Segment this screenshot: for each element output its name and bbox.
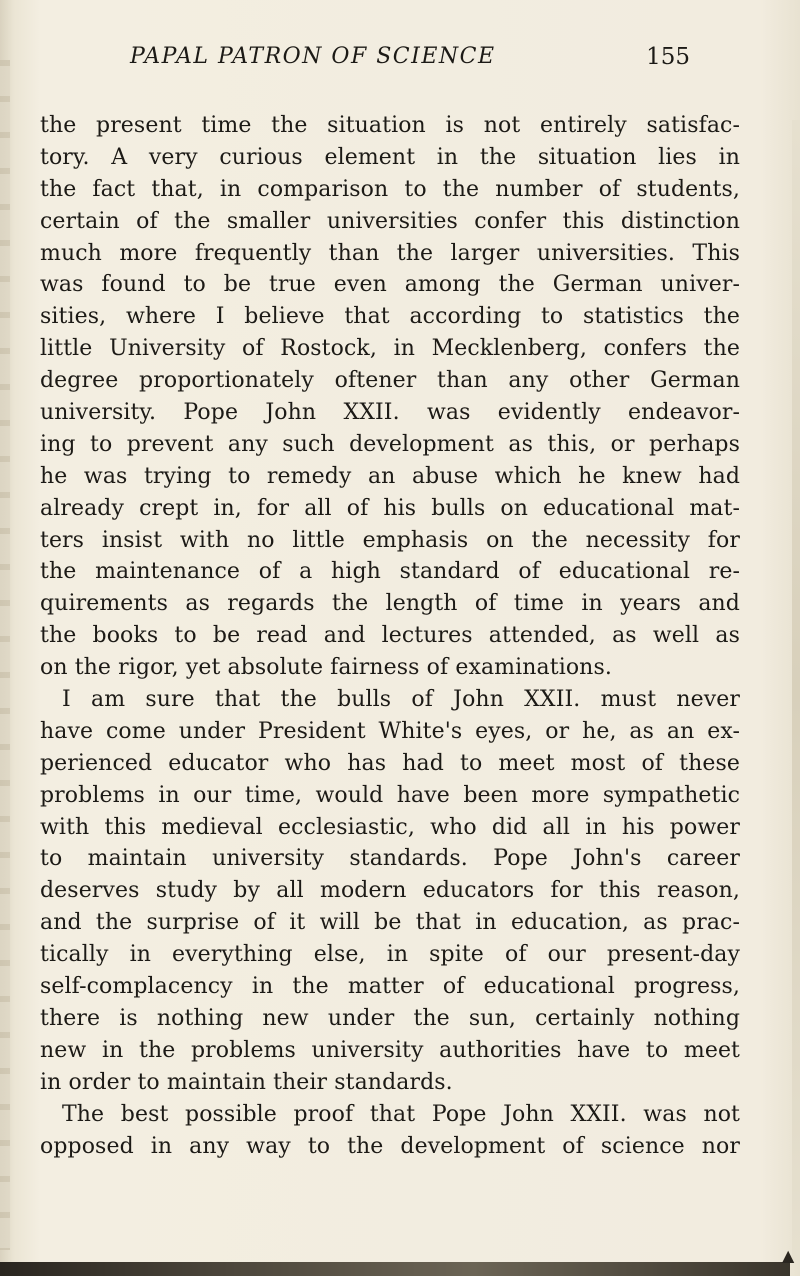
text-line: degree proportionately oftener than any other German: [40, 368, 740, 394]
text-line: the present time the situation is not entirely satisfac-: [40, 113, 740, 138]
text-line: university. Pope John XXII. was evidently endeavor-: [40, 400, 740, 426]
page-bottom-edge: [0, 1262, 790, 1276]
text-line: already crept in, for all of his bulls on educational mat-: [40, 495, 740, 521]
text-line: on the rigor, yet absolute fairness of examinations.: [40, 655, 612, 681]
text-line: self-complacency in the matter of educational progress,: [40, 974, 740, 1000]
text-line: was found to be true even among the German univer-: [40, 272, 740, 298]
text-line: have come under President White's eyes, or he, as an ex-: [40, 718, 740, 744]
text-line: he was trying to remedy an abuse which he knew had: [40, 463, 740, 489]
text-line: and the surprise of it will be that in education, as prac-: [40, 910, 740, 936]
text-line: to maintain university standards. Pope John's career: [40, 846, 740, 872]
text-line: The best possible proof that Pope John XXII. was not: [62, 1101, 740, 1127]
text-line: the maintenance of a high standard of educational re-: [40, 559, 740, 585]
text-line: much more frequently than the larger universities. This: [40, 240, 740, 266]
page-edge: [792, 120, 800, 1260]
text-line: with this medieval ecclesiastic, who did all in his power: [40, 814, 740, 840]
text-line: deserves study by all modern educators for this reason,: [40, 878, 740, 904]
text-line: the books to be read and lectures attended, as well as: [40, 623, 740, 649]
text-line: opposed in any way to the development of science nor: [40, 1133, 740, 1159]
text-line: I am sure that the bulls of John XXII. must never: [62, 687, 740, 713]
text-line: certain of the smaller universities confer this distinction: [40, 208, 740, 234]
page-gutter-shadow: [0, 60, 10, 1250]
body-text: [40, 110, 740, 1162]
text-line: quirements as regards the length of time in years and: [40, 591, 740, 617]
text-line: ters insist with no little emphasis on the necessity for: [40, 527, 740, 553]
running-title: PAPAL PATRON OF SCIENCE: [130, 44, 496, 69]
page-number: 155: [646, 44, 690, 70]
text-line: new in the problems university authorities have to meet: [40, 1037, 740, 1063]
corner-mark: ▲: [782, 1246, 795, 1265]
text-line: tically in everything else, in spite of our present-day: [40, 942, 740, 968]
text-line: the fact that, in comparison to the number of students,: [40, 176, 740, 202]
text-line: in order to maintain their standards.: [40, 1069, 453, 1095]
text-line: there is nothing new under the sun, certainly nothing: [40, 1005, 740, 1031]
page-header: [130, 44, 690, 84]
text-line: ing to prevent any such development as this, or perhaps: [40, 431, 740, 457]
text-line: problems in our time, would have been more sympathetic: [40, 782, 740, 808]
text-line: tory. A very curious element in the situation lies in: [40, 144, 740, 170]
text-line: sities, where I believe that according to statistics the: [40, 304, 740, 330]
text-line: little University of Rostock, in Mecklenberg, confers the: [40, 336, 740, 362]
text-line: perienced educator who has had to meet most of these: [40, 750, 740, 776]
